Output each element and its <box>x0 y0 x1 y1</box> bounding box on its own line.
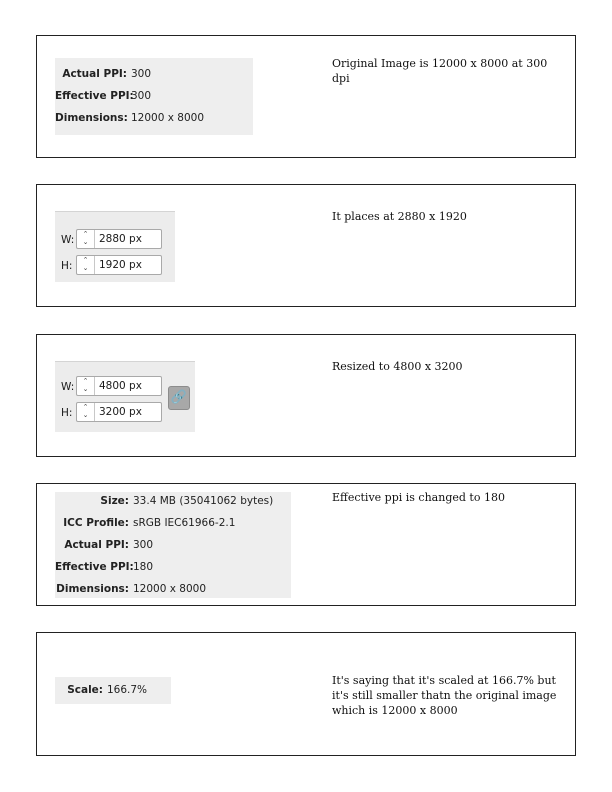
height-field[interactable] <box>76 255 162 275</box>
effective-ppi-value: 180 <box>133 561 154 573</box>
panel-original-image <box>36 35 576 158</box>
size-value: 33.4 MB (35041062 bytes) <box>133 495 274 507</box>
size-label: Size: <box>100 495 129 507</box>
panel-effective-ppi <box>36 483 576 606</box>
width-stepper-icon[interactable]: ⌃ ⌄ <box>77 377 95 395</box>
dimensions-label: Dimensions: <box>55 112 128 124</box>
panel-scale <box>36 632 576 756</box>
transform-panel <box>55 361 195 432</box>
effective-ppi-label: Effective PPI: <box>55 561 134 573</box>
width-value: 2880 px <box>99 233 142 245</box>
effective-ppi-label: Effective PPI: <box>55 90 134 102</box>
transform-panel <box>55 211 175 282</box>
link-icon: 🔗 <box>170 390 188 405</box>
width-label: W: <box>61 381 75 393</box>
actual-ppi-label: Actual PPI: <box>62 68 127 80</box>
dimensions-value: 12000 x 8000 <box>133 583 207 595</box>
height-value: 1920 px <box>99 259 142 271</box>
scale-box <box>55 677 171 704</box>
actual-ppi-value: 300 <box>131 68 152 80</box>
width-stepper-icon[interactable]: ⌃ ⌄ <box>77 230 95 248</box>
actual-ppi-label: Actual PPI: <box>64 539 129 551</box>
note-text: It places at 2880 x 1920 <box>332 210 467 223</box>
dimensions-label: Dimensions: <box>56 583 129 595</box>
height-label: H: <box>61 260 73 272</box>
image-info-box <box>55 58 253 135</box>
width-label: W: <box>61 234 75 246</box>
icc-profile-label: ICC Profile: <box>63 517 129 529</box>
height-field[interactable] <box>76 402 162 422</box>
note-text: It's saying that it's scaled at 166.7% but it's still smaller thatn the original image which is 12000 x 8000 <box>332 674 557 717</box>
icc-profile-value: sRGB IEC61966-2.1 <box>133 517 236 529</box>
scale-value: 166.7% <box>107 684 148 696</box>
panel-placed-size <box>36 184 576 307</box>
height-stepper-icon[interactable]: ⌃ ⌄ <box>77 256 95 274</box>
actual-ppi-value: 300 <box>133 539 154 551</box>
constrain-proportions-button[interactable] <box>168 386 190 410</box>
effective-ppi-value: 300 <box>131 90 152 102</box>
dimensions-value: 12000 x 8000 <box>131 112 205 124</box>
note-text: Resized to 4800 x 3200 <box>332 360 463 373</box>
width-field[interactable] <box>76 229 162 249</box>
image-info-box <box>55 492 291 598</box>
note-text: Original Image is 12000 x 8000 at 300 dpi <box>332 57 548 85</box>
height-value: 3200 px <box>99 406 142 418</box>
width-value: 4800 px <box>99 380 142 392</box>
height-stepper-icon[interactable]: ⌃ ⌄ <box>77 403 95 421</box>
note-text: Effective ppi is changed to 180 <box>332 491 505 504</box>
scale-label: Scale: <box>67 684 103 696</box>
panel-resized <box>36 334 576 457</box>
width-field[interactable] <box>76 376 162 396</box>
height-label: H: <box>61 407 73 419</box>
